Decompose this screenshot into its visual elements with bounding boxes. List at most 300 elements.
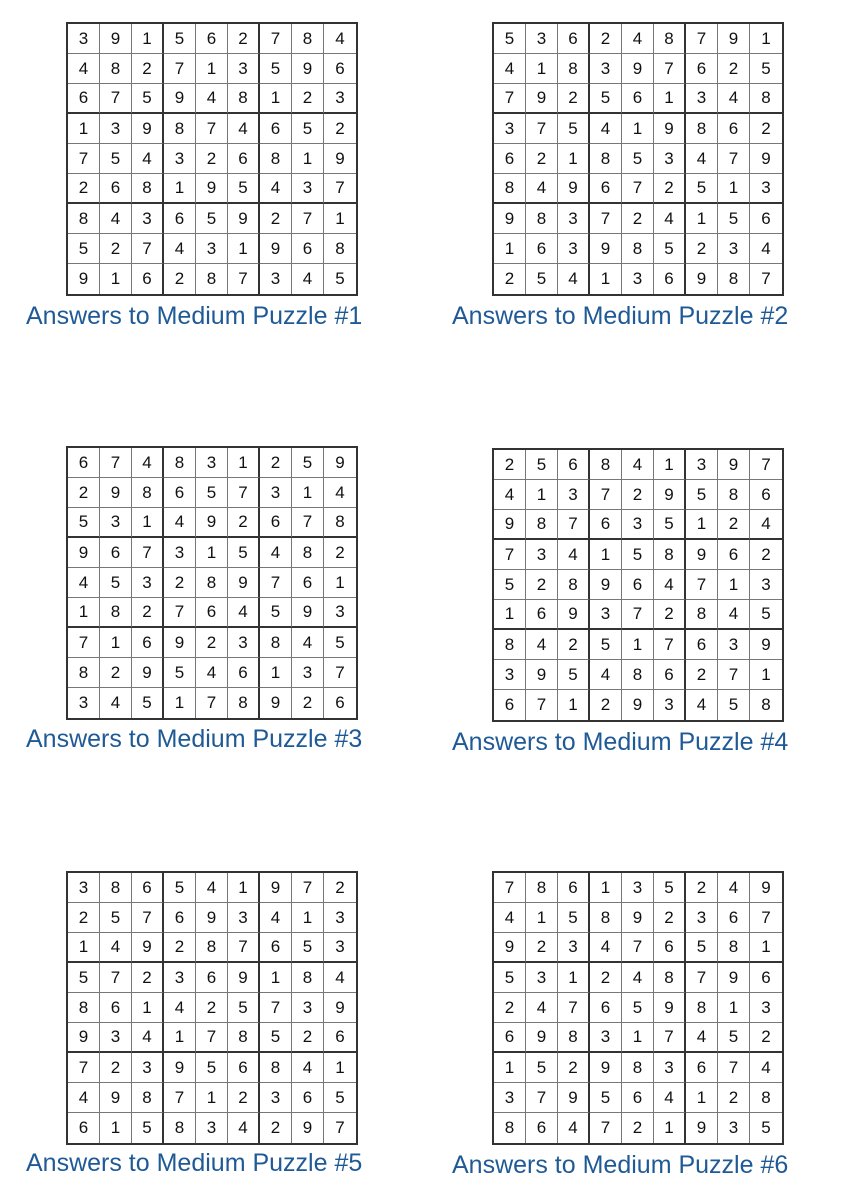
- grid-cell: 5: [324, 1083, 356, 1113]
- grid-cell: 1: [654, 450, 686, 480]
- grid-cell: 1: [718, 174, 750, 204]
- grid-cell: 2: [686, 873, 718, 903]
- grid-cell: 1: [100, 628, 132, 658]
- grid-cell: 5: [526, 264, 558, 294]
- answers-link-puzzle-2[interactable]: Answers to Medium Puzzle #2: [452, 302, 789, 330]
- grid-cell: 3: [590, 1023, 622, 1053]
- answers-link-puzzle-3[interactable]: Answers to Medium Puzzle #3: [26, 725, 363, 753]
- grid-cell: 8: [526, 873, 558, 903]
- grid-cell: 6: [260, 933, 292, 963]
- grid-cell: 8: [196, 933, 228, 963]
- grid-cell: 4: [526, 174, 558, 204]
- grid-cell: 3: [324, 598, 356, 628]
- grid-cell: 1: [292, 144, 324, 174]
- grid-cell: 5: [654, 234, 686, 264]
- grid-cell: 5: [260, 54, 292, 84]
- grid-cell: 3: [590, 600, 622, 630]
- grid-cell: 5: [750, 54, 782, 84]
- grid-cell: 5: [292, 933, 324, 963]
- grid-cell: 2: [622, 480, 654, 510]
- grid-cell: 6: [622, 84, 654, 114]
- grid-cell: 2: [228, 1083, 260, 1113]
- grid-cell: 4: [228, 598, 260, 628]
- grid-cell: 4: [164, 234, 196, 264]
- grid-cell: 8: [292, 24, 324, 54]
- grid-cell: 7: [526, 114, 558, 144]
- grid-cell: 4: [526, 993, 558, 1023]
- grid-cell: 2: [292, 1023, 324, 1053]
- grid-cell: 1: [558, 690, 590, 720]
- grid-cell: 1: [622, 1023, 654, 1053]
- grid-cell: 4: [68, 568, 100, 598]
- grid-cell: 3: [196, 1113, 228, 1143]
- grid-cell: 2: [100, 658, 132, 688]
- grid-cell: 2: [558, 630, 590, 660]
- grid-cell: 2: [526, 570, 558, 600]
- grid-cell: 3: [132, 568, 164, 598]
- sudoku-grid-2: [492, 22, 784, 296]
- grid-cell: 2: [622, 1113, 654, 1143]
- grid-cell: 7: [164, 54, 196, 84]
- grid-cell: 3: [100, 508, 132, 538]
- answers-link-puzzle-1[interactable]: Answers to Medium Puzzle #1: [26, 302, 363, 330]
- grid-cell: 4: [100, 688, 132, 718]
- grid-cell: 8: [718, 480, 750, 510]
- grid-cell: 6: [750, 204, 782, 234]
- grid-cell: 7: [590, 1113, 622, 1143]
- grid-cell: 4: [196, 873, 228, 903]
- grid-cell: 2: [750, 114, 782, 144]
- grid-cell: 2: [324, 873, 356, 903]
- grid-cell: 6: [100, 538, 132, 568]
- grid-cell: 1: [654, 84, 686, 114]
- grid-cell: 9: [590, 570, 622, 600]
- grid-cell: 4: [494, 54, 526, 84]
- grid-cell: 3: [686, 84, 718, 114]
- grid-cell: 2: [494, 264, 526, 294]
- grid-cell: 3: [718, 1113, 750, 1143]
- answers-link-puzzle-6[interactable]: Answers to Medium Puzzle #6: [452, 1151, 789, 1179]
- grid-cell: 9: [260, 873, 292, 903]
- grid-cell: 7: [68, 628, 100, 658]
- grid-cell: 1: [750, 933, 782, 963]
- grid-cell: 6: [100, 174, 132, 204]
- grid-cell: 9: [622, 690, 654, 720]
- grid-cell: 9: [622, 54, 654, 84]
- grid-cell: 9: [324, 144, 356, 174]
- grid-cell: 2: [196, 628, 228, 658]
- grid-cell: 7: [526, 690, 558, 720]
- grid-cells: [66, 871, 358, 1145]
- grid-cell: 7: [228, 478, 260, 508]
- grid-cell: 2: [718, 1083, 750, 1113]
- grid-cell: 3: [292, 658, 324, 688]
- grid-cell: 3: [622, 510, 654, 540]
- grid-cell: 5: [260, 1023, 292, 1053]
- answers-link-puzzle-5[interactable]: Answers to Medium Puzzle #5: [26, 1149, 363, 1177]
- grid-cell: 1: [686, 204, 718, 234]
- grid-cell: 5: [558, 660, 590, 690]
- grid-cell: 4: [324, 24, 356, 54]
- grid-cell: 6: [228, 144, 260, 174]
- grid-cell: 7: [100, 448, 132, 478]
- grid-cell: 7: [260, 993, 292, 1023]
- grid-cell: 8: [750, 84, 782, 114]
- grid-cell: 3: [686, 903, 718, 933]
- grid-cell: 9: [686, 264, 718, 294]
- grid-cell: 6: [718, 540, 750, 570]
- grid-cell: 2: [654, 174, 686, 204]
- grid-cell: 2: [622, 204, 654, 234]
- grid-cell: 2: [132, 54, 164, 84]
- grid-cell: 6: [324, 54, 356, 84]
- grid-cell: 1: [196, 1083, 228, 1113]
- grid-cell: 8: [100, 598, 132, 628]
- grid-cell: 4: [164, 993, 196, 1023]
- grid-cell: 8: [100, 873, 132, 903]
- grid-cell: 7: [526, 1083, 558, 1113]
- grid-cell: 5: [686, 174, 718, 204]
- grid-cell: 8: [654, 24, 686, 54]
- grid-cell: 4: [228, 114, 260, 144]
- grid-cell: 6: [100, 993, 132, 1023]
- grid-cell: 9: [494, 933, 526, 963]
- grid-cell: 5: [324, 628, 356, 658]
- grid-cell: 8: [494, 1113, 526, 1143]
- grid-cell: 7: [132, 234, 164, 264]
- grid-cell: 5: [335, 269, 345, 288]
- grid-cell: 2: [68, 903, 100, 933]
- grid-cell: 5: [590, 630, 622, 660]
- grid-cell: 8: [260, 1053, 292, 1083]
- grid-cell: 1: [324, 1053, 356, 1083]
- grid-cell: 1: [196, 538, 228, 568]
- grid-cell: 1: [164, 174, 196, 204]
- grid-cell: 9: [526, 660, 558, 690]
- grid-cell: 9: [164, 1053, 196, 1083]
- grid-cell: 9: [100, 478, 132, 508]
- grid-cell: 3: [718, 630, 750, 660]
- grid-cell: 8: [260, 144, 292, 174]
- grid-cell: 3: [292, 993, 324, 1023]
- grid-cell: 9: [686, 1113, 718, 1143]
- grid-cell: 3: [558, 933, 590, 963]
- grid-cell: 9: [324, 448, 356, 478]
- grid-cell: 1: [132, 993, 164, 1023]
- grid-cell: 5: [68, 963, 100, 993]
- grid-cell: 5: [292, 448, 324, 478]
- grid-cell: 5: [590, 1083, 622, 1113]
- sudoku-grid-5: [66, 871, 358, 1145]
- grid-cell: 7: [622, 933, 654, 963]
- grid-cell: 6: [494, 690, 526, 720]
- grid-cell: 4: [590, 660, 622, 690]
- grid-cell: 4: [260, 903, 292, 933]
- grid-cell: 2: [494, 993, 526, 1023]
- grid-cell: 3: [228, 54, 260, 84]
- grid-cell: 2: [260, 204, 292, 234]
- grid-cell: 9: [750, 630, 782, 660]
- grid-cell: 6: [132, 628, 164, 658]
- grid-cell: 9: [718, 24, 750, 54]
- grid-cell: 6: [686, 630, 718, 660]
- grid-cell: 9: [526, 84, 558, 114]
- grid-cell: 4: [292, 628, 324, 658]
- grid-cell: 9: [196, 508, 228, 538]
- grid-cell: 1: [228, 873, 260, 903]
- grid-cell: 5: [622, 144, 654, 174]
- grid-cell: 3: [654, 1053, 686, 1083]
- grid-cell: 2: [260, 1113, 292, 1143]
- grid-cell: 8: [132, 1083, 164, 1113]
- grid-cell: 7: [196, 114, 228, 144]
- grid-cell: 6: [228, 1053, 260, 1083]
- grid-cell: 4: [100, 933, 132, 963]
- grid-cell: 8: [558, 54, 590, 84]
- answers-link-puzzle-4[interactable]: Answers to Medium Puzzle #4: [452, 728, 789, 756]
- grid-cell: 9: [228, 963, 260, 993]
- grid-cell: 3: [260, 1083, 292, 1113]
- grid-cell: 6: [686, 54, 718, 84]
- grid-cell: 5: [164, 873, 196, 903]
- grid-cell: 2: [196, 993, 228, 1023]
- grid-cell: 6: [558, 873, 590, 903]
- grid-cell: 8: [622, 234, 654, 264]
- grid-cell: 5: [196, 1053, 228, 1083]
- grid-cell: 4: [132, 1023, 164, 1053]
- grid-cell: 5: [132, 84, 164, 114]
- grid-cell: 1: [164, 1023, 196, 1053]
- sudoku-grid-1: [66, 22, 358, 296]
- grid-cell: 6: [558, 450, 590, 480]
- grid-cell: 1: [558, 963, 590, 993]
- grid-cell: 7: [494, 84, 526, 114]
- grid-cell: 5: [558, 114, 590, 144]
- grid-cell: 9: [292, 1113, 324, 1143]
- grid-cell: 2: [132, 598, 164, 628]
- grid-cell: 2: [590, 690, 622, 720]
- grid-cell: 4: [686, 144, 718, 174]
- grid-cell: 9: [164, 84, 196, 114]
- grid-cell: 8: [686, 600, 718, 630]
- grid-cell: 4: [590, 933, 622, 963]
- grid-cell: 6: [292, 568, 324, 598]
- grid-cell: 4: [260, 538, 292, 568]
- grid-cell: 3: [622, 264, 654, 294]
- grid-cell: 7: [292, 873, 324, 903]
- grid-cell: 9: [654, 114, 686, 144]
- grid-cell: 8: [526, 204, 558, 234]
- grid-cell: 8: [68, 993, 100, 1023]
- grid-cell: 7: [622, 600, 654, 630]
- grid-cells: [492, 871, 784, 1145]
- grid-cell: 2: [686, 660, 718, 690]
- grid-cell: 7: [590, 204, 622, 234]
- grid-cell: 2: [718, 510, 750, 540]
- grid-cell: 4: [68, 1083, 100, 1113]
- grid-cell: 8: [750, 1083, 782, 1113]
- grid-cell: 1: [526, 480, 558, 510]
- grid-cell: 4: [196, 658, 228, 688]
- grid-cell: 5: [228, 993, 260, 1023]
- grid-cell: 9: [718, 450, 750, 480]
- grid-cell: 6: [622, 1083, 654, 1113]
- grid-cell: 7: [292, 204, 324, 234]
- grid-cell: 2: [750, 540, 782, 570]
- grid-cell: 5: [100, 903, 132, 933]
- grid-cell: 3: [526, 963, 558, 993]
- grid-cell: 6: [718, 903, 750, 933]
- grid-cell: 6: [590, 174, 622, 204]
- grid-cell: 5: [494, 570, 526, 600]
- grid-cell: 1: [526, 903, 558, 933]
- grid-cell: 9: [132, 933, 164, 963]
- grid-cell: 7: [228, 933, 260, 963]
- grid-cell: 8: [654, 963, 686, 993]
- grid-cell: 5: [260, 598, 292, 628]
- grid-cell: 5: [526, 450, 558, 480]
- grid-cell: 6: [590, 510, 622, 540]
- grid-cell: 7: [196, 1023, 228, 1053]
- grid-cell: 1: [228, 448, 260, 478]
- grid-cell: 5: [228, 174, 260, 204]
- grid-cell: 3: [324, 903, 356, 933]
- grid-cell: 4: [292, 1053, 324, 1083]
- grid-cell: 6: [526, 1113, 558, 1143]
- grid-cell: 9: [100, 24, 132, 54]
- grid-cell: 1: [494, 234, 526, 264]
- grid-cell: 6: [526, 600, 558, 630]
- grid-cell: 4: [654, 570, 686, 600]
- grid-cell: 3: [164, 963, 196, 993]
- grid-cell: 4: [324, 478, 356, 508]
- grid-cell: 5: [494, 963, 526, 993]
- grid-cell: 9: [260, 234, 292, 264]
- grid-cell: 8: [324, 234, 356, 264]
- grid-cell: 4: [654, 204, 686, 234]
- grid-cell: 3: [260, 478, 292, 508]
- grid-cell: 9: [590, 1053, 622, 1083]
- grid-cell: 8: [164, 448, 196, 478]
- grid-cell: 7: [494, 873, 526, 903]
- grid-cell: 5: [292, 114, 324, 144]
- grid-cell: 9: [196, 903, 228, 933]
- grid-cell: 2: [68, 174, 100, 204]
- grid-cell: 5: [558, 903, 590, 933]
- grid-cell: 9: [68, 1023, 100, 1053]
- grid-cell: 3: [324, 933, 356, 963]
- grid-cell: 3: [526, 24, 558, 54]
- grid-cell: 2: [718, 54, 750, 84]
- grid-cell: 1: [260, 963, 292, 993]
- grid-cell: 4: [622, 24, 654, 54]
- grid-cell: 2: [654, 903, 686, 933]
- grid-cell: 2: [228, 24, 260, 54]
- grid-cell: 6: [654, 660, 686, 690]
- grid-cell: 6: [228, 658, 260, 688]
- grid-cell: 4: [558, 1113, 590, 1143]
- grid-cell: 4: [68, 54, 100, 84]
- grid-cell: 8: [132, 478, 164, 508]
- grid-cell: 4: [622, 450, 654, 480]
- grid-cell: 6: [526, 234, 558, 264]
- grid-cell: 8: [196, 264, 228, 294]
- grid-cell: 1: [622, 114, 654, 144]
- grid-cell: 3: [228, 903, 260, 933]
- grid-cell: 4: [292, 264, 324, 294]
- grid-cell: 5: [718, 204, 750, 234]
- grid-cell: 3: [750, 993, 782, 1023]
- grid-cell: 2: [590, 24, 622, 54]
- grid-cell: 9: [718, 963, 750, 993]
- grid-cell: 5: [228, 538, 260, 568]
- grid-cell: 6: [654, 264, 686, 294]
- grid-cell: 9: [164, 628, 196, 658]
- grid-cell: 7: [622, 174, 654, 204]
- grid-cell: 3: [654, 144, 686, 174]
- grid-cell: 4: [526, 630, 558, 660]
- grid-cell: 1: [494, 1053, 526, 1083]
- grid-cell: 4: [228, 1113, 260, 1143]
- grid-cell: 8: [686, 993, 718, 1023]
- grid-cell: 1: [686, 510, 718, 540]
- grid-cell: 6: [68, 1113, 100, 1143]
- grid-cell: 3: [558, 204, 590, 234]
- grid-cell: 8: [228, 1023, 260, 1053]
- grid-cell: 5: [196, 478, 228, 508]
- grid-cell: 6: [750, 963, 782, 993]
- grid-cell: 6: [750, 480, 782, 510]
- grid-cell: 7: [68, 1053, 100, 1083]
- grid-cell: 9: [196, 174, 228, 204]
- grid-cell: 3: [196, 234, 228, 264]
- grid-cell: 9: [494, 204, 526, 234]
- grid-cell: 9: [622, 903, 654, 933]
- grid-cell: 6: [292, 234, 324, 264]
- grid-cell: 3: [100, 114, 132, 144]
- grid-cell: 7: [132, 903, 164, 933]
- grid-cell: 2: [228, 508, 260, 538]
- grid-cell: 5: [100, 568, 132, 598]
- grid-cells: [492, 448, 784, 722]
- grid-cell: 4: [718, 600, 750, 630]
- grid-cell: 7: [654, 1023, 686, 1053]
- grid-cell: 6: [68, 84, 100, 114]
- grid-cell: 3: [68, 24, 100, 54]
- grid-cell: 4: [164, 508, 196, 538]
- grid-cell: 2: [324, 114, 356, 144]
- grid-cell: 2: [526, 933, 558, 963]
- grid-cell: 9: [558, 174, 590, 204]
- grid-cell: 2: [164, 264, 196, 294]
- grid-cell: 1: [324, 568, 356, 598]
- grid-cell: 8: [292, 538, 324, 568]
- grid-cell: 1: [164, 688, 196, 718]
- grid-cell: 3: [494, 1083, 526, 1113]
- grid-cell: 9: [324, 993, 356, 1023]
- grid-cell: 6: [494, 144, 526, 174]
- grid-cell: 3: [494, 114, 526, 144]
- grid-cell: 1: [260, 658, 292, 688]
- grid-cell: 5: [686, 933, 718, 963]
- grid-cell: 3: [654, 690, 686, 720]
- sudoku-grid-6: [492, 871, 784, 1145]
- grid-cell: 3: [718, 234, 750, 264]
- grid-cell: 7: [654, 630, 686, 660]
- grid-cell: 3: [292, 174, 324, 204]
- grid-cell: 1: [100, 264, 132, 294]
- grid-cell: 1: [292, 903, 324, 933]
